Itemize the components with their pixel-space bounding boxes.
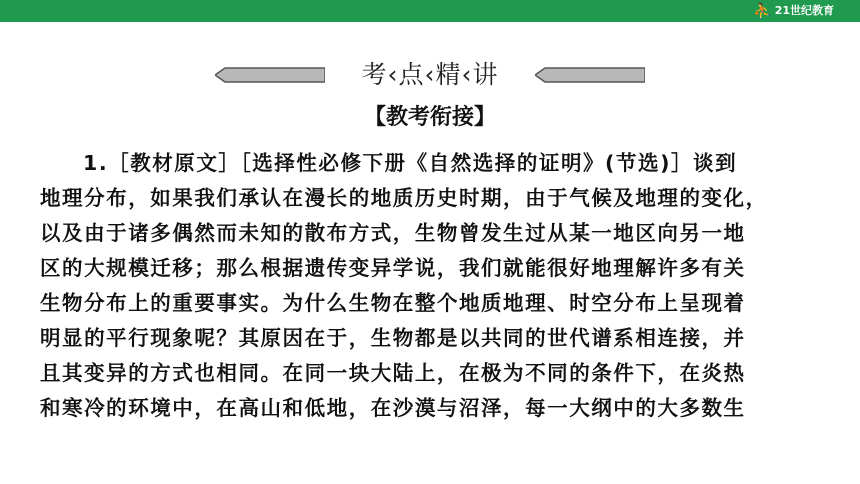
passage-text bbox=[40, 146, 840, 426]
subheading: 【教考衔接】 bbox=[363, 105, 496, 130]
passage-line: 明显的平行现象呢？其原因在于，生物都是以共同的世代谱系相连接，并 bbox=[40, 326, 746, 350]
section-title: 考‹点‹精‹讲 bbox=[361, 60, 499, 89]
passage-line: 和寒冷的环境中，在高山和低地，在沙漠与沼泽，每一大纲中的大多数生 bbox=[40, 396, 746, 420]
section-header bbox=[215, 58, 645, 92]
top-bar bbox=[0, 0, 860, 22]
runner-icon: ⛹ bbox=[753, 2, 772, 20]
left-arrow-icon bbox=[215, 67, 325, 83]
logo-text: 21世纪教育 bbox=[774, 4, 834, 17]
passage-line: 且其变异的方式也相同。在同一块大陆上，在极为不同的条件下，在炎热 bbox=[40, 361, 746, 385]
right-arrow-icon bbox=[535, 67, 645, 83]
passage-line: 区的大规模迁移；那么根据遗传变异学说，我们就能很好地理解许多有关 bbox=[40, 256, 746, 280]
passage-line: 以及由于诸多偶然而未知的散布方式，生物曾发生过从某一地区向另一地 bbox=[40, 221, 746, 245]
publisher-logo bbox=[753, 2, 834, 20]
passage-line: 1.［教材原文］［选择性必修下册《自然选择的证明》(节选)］谈到 bbox=[83, 151, 738, 175]
passage-line: 地理分布，如果我们承认在漫长的地质历史时期，由于气候及地理的变化， bbox=[40, 186, 768, 210]
passage-line: 生物分布上的重要事实。为什么生物在整个地质地理、时空分布上呈现着 bbox=[40, 291, 746, 315]
